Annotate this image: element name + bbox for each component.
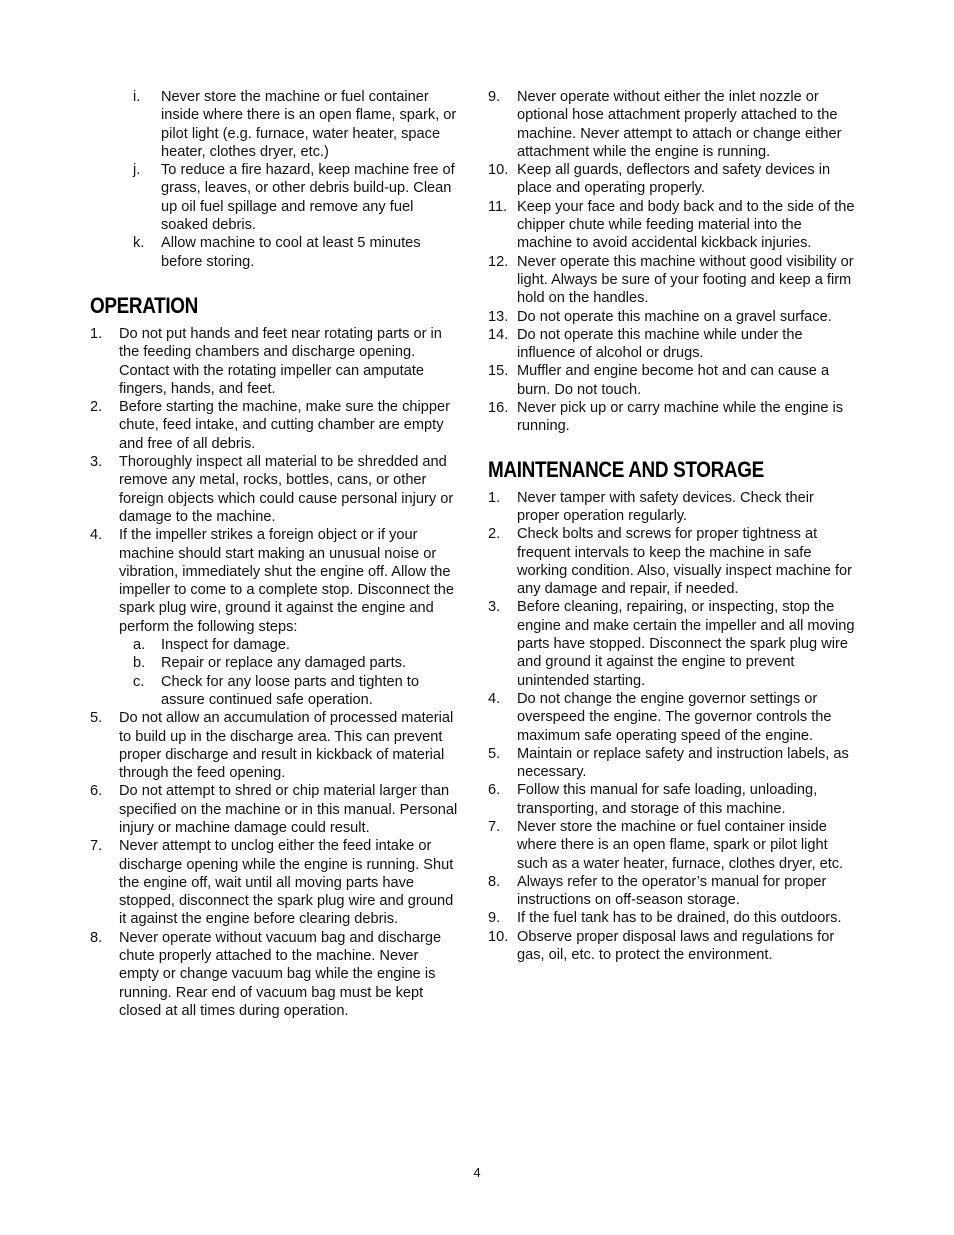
item-text: Keep all guards, deflectors and safety devices in place and operating properly.: [517, 162, 831, 197]
list-item: [488, 362, 860, 399]
list-item: [488, 198, 860, 253]
list-item: [488, 489, 860, 526]
item-label: c.: [133, 673, 145, 690]
item-label: 14.: [488, 326, 509, 343]
item-label: 6.: [90, 783, 103, 800]
list-item: [488, 909, 860, 927]
item-text: Never operate without vacuum bag and discharge chute properly attached to the machine. Never empty or change vacuum bag while the engine is running. Rear end of vacuum bag must be kept closed at all times during operation.: [119, 929, 442, 1019]
item-text: Do not allow an accumulation of processed material to build up in the discharge area. This can prevent proper discharge and result in kickback of material through the feed opening.: [119, 710, 454, 782]
item-label: 5.: [90, 710, 103, 727]
item-label: i.: [133, 89, 141, 105]
item-text: Do not change the engine governor settings or overspeed the engine. The governor controls the maximum safe operating speed of the engine.: [517, 690, 832, 744]
item-text: If the fuel tank has to be drained, do this outdoors.: [517, 910, 842, 927]
storage-list: [90, 88, 462, 271]
item-label: 3.: [488, 599, 501, 616]
item-text: Allow machine to cool at least 5 minutes before storing.: [161, 235, 421, 270]
item-text: Do not operate this machine while under the influence of alcohol or drugs.: [517, 326, 803, 362]
item-label: 2.: [488, 526, 501, 543]
item-text: Do not put hands and feet near rotating parts or in the feeding chambers and discharge opening. Contact with the rotating impeller can amputate fingers, hands, and feet.: [119, 325, 442, 397]
item-label: 4.: [90, 527, 103, 544]
list-item: [90, 88, 462, 161]
item-label: 15.: [488, 363, 509, 380]
sub-list-item: [90, 673, 462, 710]
item-label: k.: [133, 235, 145, 252]
item-label: 12.: [488, 253, 509, 270]
item-text: Never store the machine or fuel container inside where there is an open flame, spark, or pilot light (e.g. furnace, water heater, space heater, clothes dryer, etc.): [161, 89, 457, 160]
item-text: Never pick up or carry machine while the engine is running.: [517, 400, 844, 435]
item-text: Do not operate this machine on a gravel surface.: [517, 308, 832, 325]
list-item: [488, 88, 860, 161]
item-text: Repair or replace any damaged parts.: [161, 655, 406, 672]
item-label: 8.: [488, 873, 501, 890]
list-item: [488, 818, 860, 873]
maintenance-heading: MAINTENANCE AND STORAGE: [488, 456, 764, 482]
page-number: 4: [473, 1165, 481, 1180]
item-text: Never attempt to unclog either the feed intake or discharge opening while the engine is running. Shut the engine off, wait until all moving parts have stopped, disconnect the spark plug wire and ground it against the engine before clearing debris.: [119, 838, 454, 928]
item-text: If the impeller strikes a foreign object or if your machine should start making an unusual noise or vibration, immediately shut the engine off. Allow the impeller to come to a complete stop. Disconnect the spark plug wire, ground it against the engine and perform the following steps:: [119, 527, 455, 635]
item-label: 7.: [90, 838, 103, 855]
item-label: 7.: [488, 818, 501, 835]
item-text: Follow this manual for safe loading, unloading, transporting, and storage of this machine.: [517, 782, 818, 817]
list-item: [488, 598, 860, 689]
list-item: [90, 325, 462, 398]
item-text: Maintain or replace safety and instruction labels, as necessary.: [517, 745, 849, 781]
maintenance-list: [488, 489, 860, 965]
item-label: 6.: [488, 782, 501, 799]
item-label: 4.: [488, 690, 501, 707]
item-text: Inspect for damage.: [161, 637, 290, 654]
list-item: [90, 782, 462, 837]
operation-list-continued: [488, 88, 860, 436]
item-label: 1.: [488, 489, 501, 506]
item-text: Thoroughly inspect all material to be shredded and remove any metal, rocks, bottles, cans, or other foreign objects which could cause personal injury or damage to the machine.: [119, 454, 454, 525]
item-label: b.: [133, 655, 146, 672]
item-text: Check for any loose parts and tighten to assure continued safe operation.: [161, 673, 419, 708]
item-text: Never operate without either the inlet nozzle or optional hose attachment properly attached to the machine. Never attempt to attach or change either attachment while the engine is running.: [517, 89, 842, 160]
item-label: 5.: [488, 745, 501, 762]
item-label: 16.: [488, 400, 509, 417]
list-item: [90, 398, 462, 453]
item-text: Keep your face and body back and to the side of the chipper chute while feeding material into the machine to avoid accidental kickback injuries.: [517, 198, 855, 252]
item-label: 9.: [488, 89, 501, 105]
item-label: 10.: [488, 928, 509, 945]
list-item: [488, 928, 860, 965]
item-text: Before starting the machine, make sure the chipper chute, feed intake, and cutting chamber are empty and free of all debris.: [119, 399, 450, 452]
list-item: [90, 929, 462, 1020]
item-label: 1.: [90, 325, 103, 342]
item-label: 11.: [488, 198, 508, 215]
sub-list-item: [90, 636, 462, 654]
item-text: Always refer to the operator’s manual for proper instructions on off-season storage.: [517, 873, 827, 909]
item-label: 3.: [90, 454, 103, 471]
item-text: Observe proper disposal laws and regulations for gas, oil, etc. to protect the environment.: [517, 928, 835, 964]
item-text: Before cleaning, repairing, or inspecting, stop the engine and make certain the impeller and all moving parts have stopped. Disconnect the spark plug wire and ground it against the engine to prevent unintended starting.: [517, 599, 855, 689]
item-label: 8.: [90, 929, 103, 946]
item-label: 10.: [488, 162, 509, 179]
list-item: [488, 690, 860, 745]
left-column: [90, 88, 462, 1020]
item-label: 13.: [488, 308, 509, 325]
operation-heading: OPERATION: [90, 292, 198, 318]
list-item: [488, 308, 860, 326]
item-text: Muffler and engine become hot and can cause a burn. Do not touch.: [517, 363, 830, 398]
item-text: Check bolts and screws for proper tightness at frequent intervals to keep the machine in safe working condition. Also, visually inspect machine for any damage and repair, if needed.: [517, 526, 853, 598]
list-item: [488, 253, 860, 308]
item-text: To reduce a fire hazard, keep machine free of grass, leaves, or other debris build-up. Clean up oil fuel spillage and remove any fuel soaked debris.: [161, 162, 455, 234]
list-item: [488, 399, 860, 436]
item-text: Never store the machine or fuel container inside where there is an open flame, spark or pilot light such as a water heater, furnace, clothes dryer, etc.: [517, 818, 844, 872]
list-item: [90, 709, 462, 782]
item-text: Never tamper with safety devices. Check their proper operation regularly.: [517, 489, 814, 524]
item-text: Never operate this machine without good visibility or light. Always be sure of your footing and keep a firm hold on the handles.: [517, 253, 854, 307]
list-item: [488, 745, 860, 782]
sub-list-item: [90, 654, 462, 672]
item-text: Do not attempt to shred or chip material larger than specified on the machine or in this manual. Personal injury or machine damage could result.: [119, 783, 458, 836]
list-item: [488, 161, 860, 198]
list-item: [488, 873, 860, 910]
list-item: [90, 161, 462, 234]
operation-list: [90, 325, 462, 1020]
list-item: [488, 326, 860, 363]
list-item: [90, 453, 462, 526]
list-item: [90, 837, 462, 928]
list-item: [90, 234, 462, 271]
item-label: j.: [133, 162, 141, 179]
item-label: 9.: [488, 910, 501, 927]
list-item: [488, 525, 860, 598]
list-item: [488, 781, 860, 818]
list-item: [90, 526, 462, 636]
right-column: [488, 88, 860, 964]
item-label: a.: [133, 637, 146, 654]
item-label: 2.: [90, 399, 103, 416]
